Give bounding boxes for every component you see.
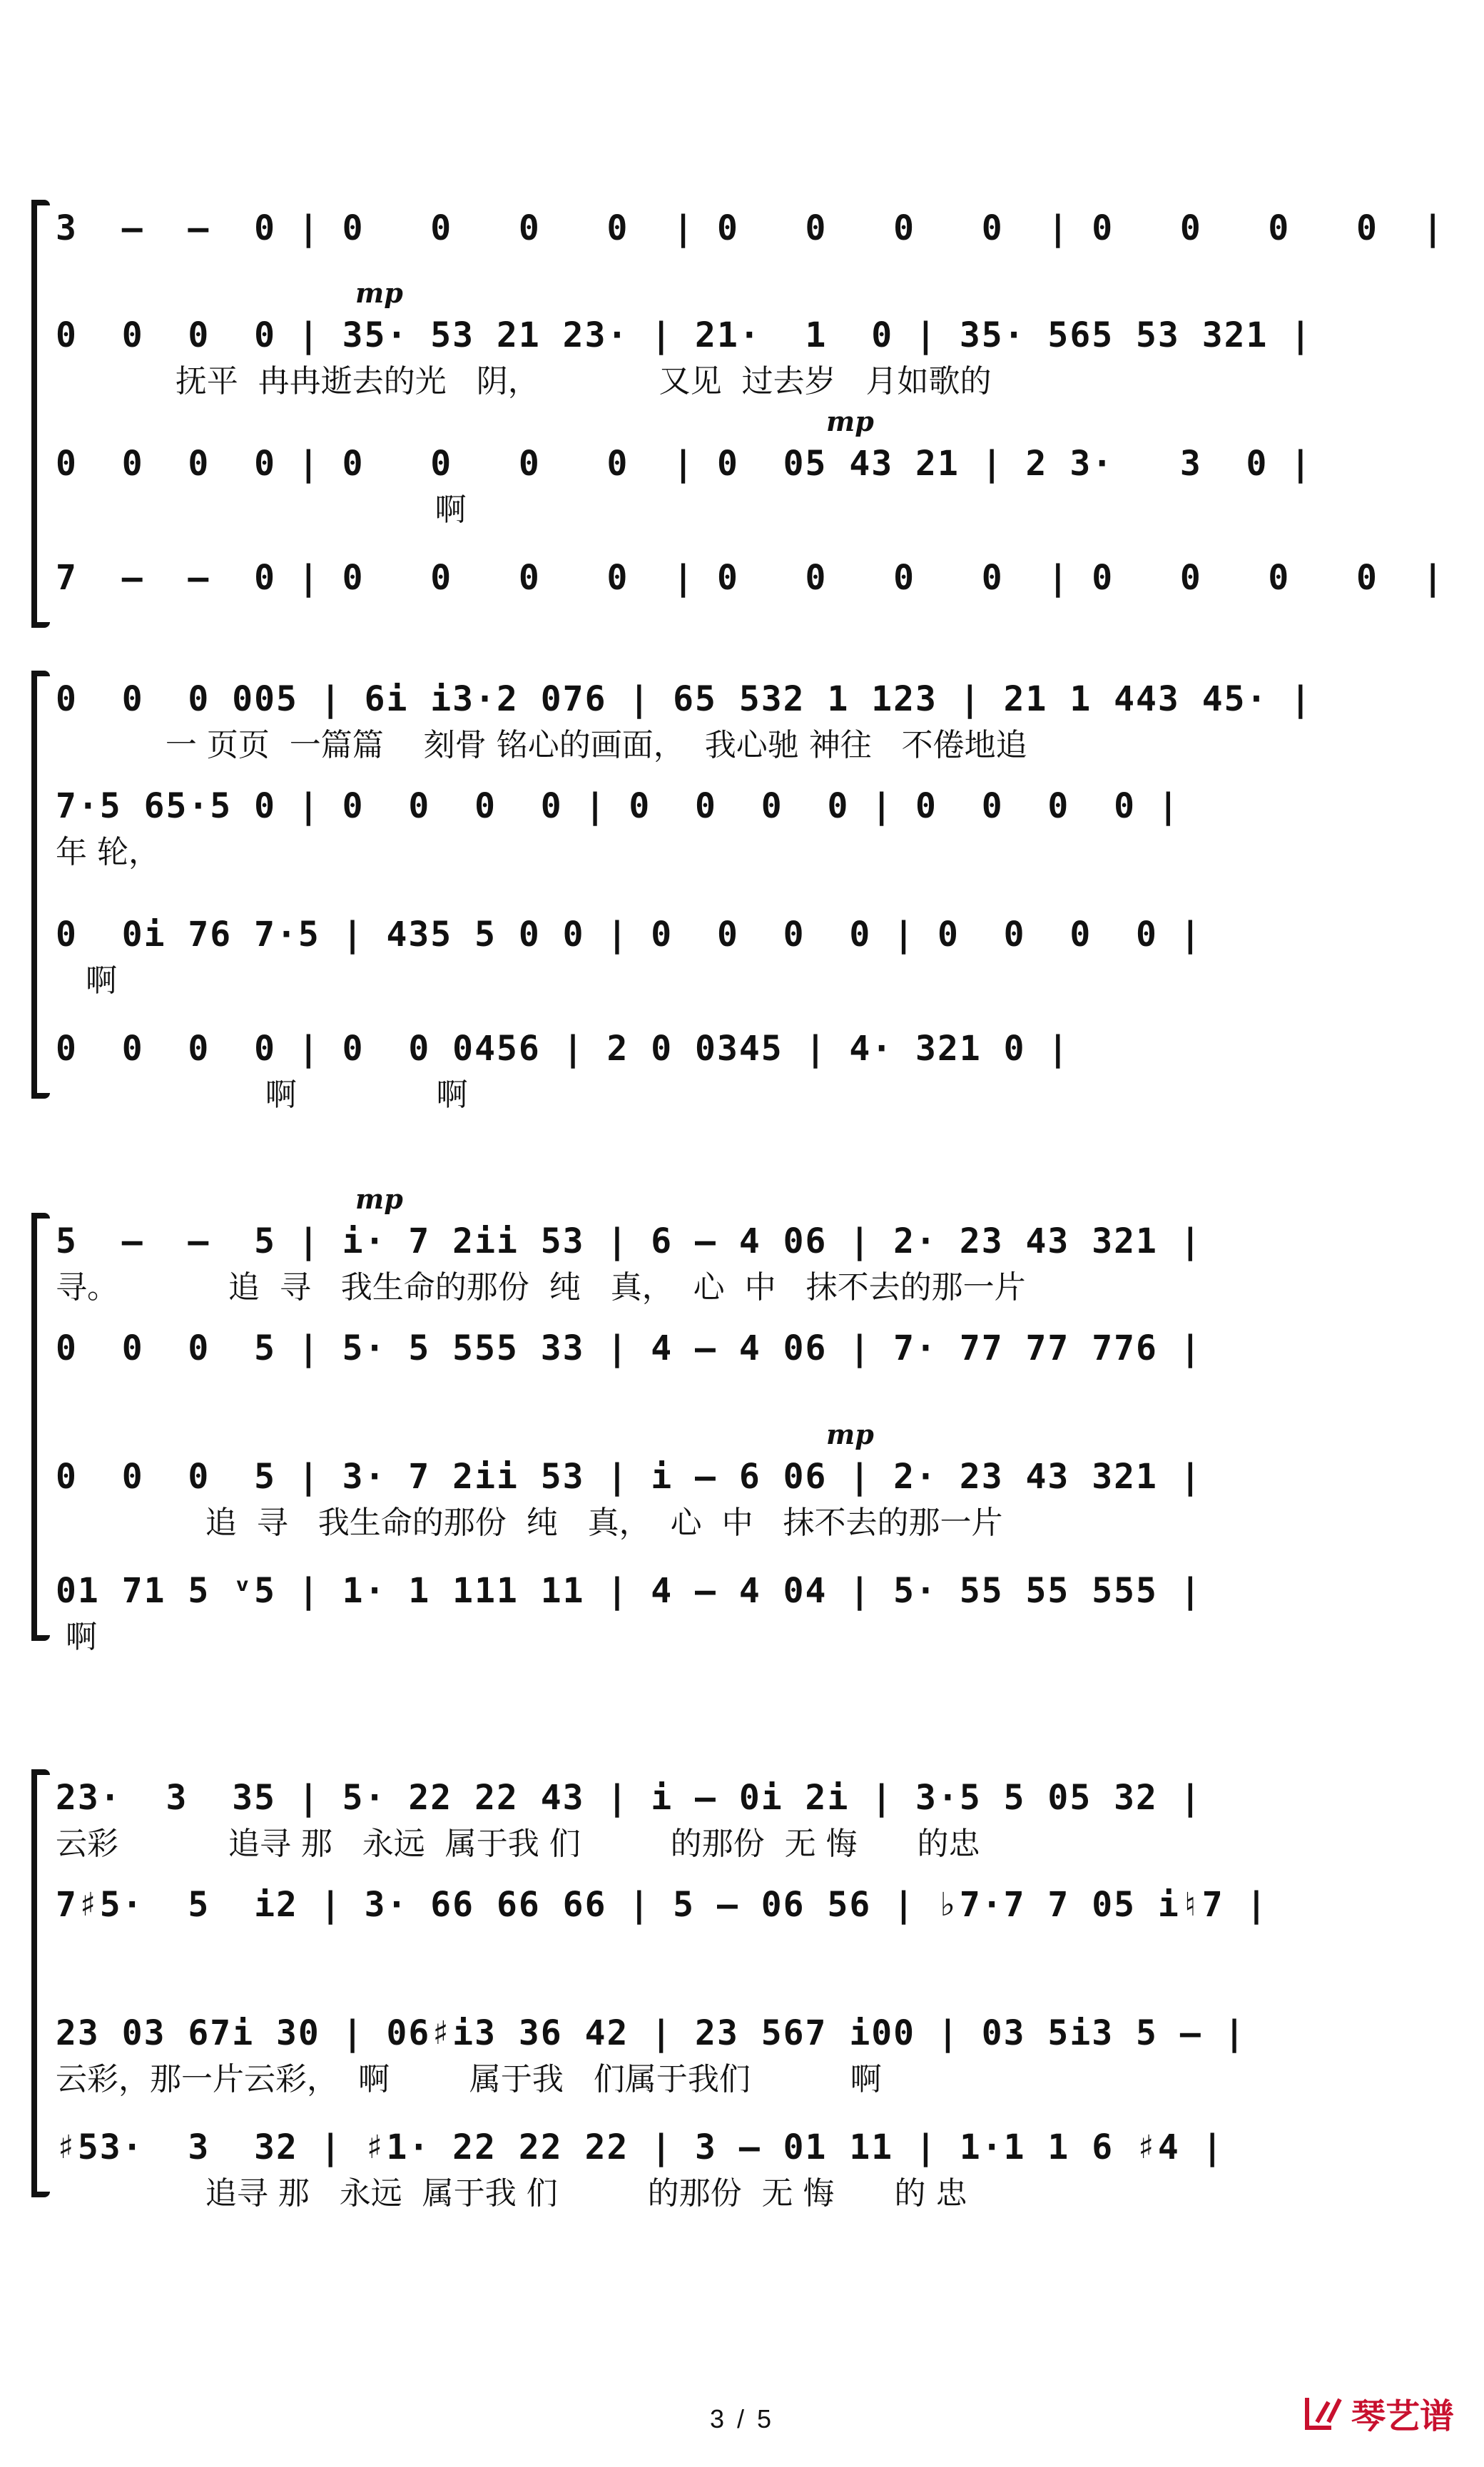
lyric-line: 云彩 追寻 那 永远 属于我 们 的那份 无 悔 的忠	[56, 1826, 980, 1862]
notation-line: 0 0 0 5 | 5· 5 555 33 | 4 – 4 06 | 7· 77 77 776 |	[56, 1328, 1202, 1368]
notation-line: 0 0i 76 7·5 | 435 5 0 0 | 0 0 0 0 | 0 0 0 0 |	[56, 915, 1202, 955]
notation-line: 7·5 65·5 0 | 0 0 0 0 | 0 0 0 0 | 0 0 0 0 |	[56, 786, 1180, 826]
lyric-line: 啊 啊	[56, 1077, 468, 1113]
lyric-line: 年 轮，	[56, 834, 160, 870]
notation-line: 3 – – 0 | 0 0 0 0 | 0 0 0 0 | 0 0 0 0 |	[56, 208, 1445, 248]
page-number	[0, 2404, 1484, 2434]
lyric-line: 云彩，那一片云彩， 啊 属于我 们属于我们 啊	[56, 2061, 882, 2097]
lyric-line: 追寻 那 永远 属于我 们 的那份 无 悔 的 忠	[56, 2175, 967, 2212]
notation-line: 7♯5· 5 i2 | 3· 66 66 66 | 5 – 06 56 | ♭7·7 7 05 i♮7 |	[56, 1885, 1269, 1925]
notation-line: 0 0 0 5 | 3· 7 2ii 53 | i – 6 06 | 2· 23 43 321 |	[56, 1457, 1202, 1497]
lyric-line: 抚平 冉冉逝去的光 阴， 又见 过去岁 月如歌的	[56, 363, 992, 400]
system-bracket	[31, 1769, 37, 2197]
notation-line: 0 0 0 0 | 35· 53 21 23· | 21· 1 0 | 35· 565 53 321 |	[56, 315, 1313, 355]
notation-line: 23· 3 35 | 5· 22 22 43 | i – 0i 2i | 3·5 5 05 32 |	[56, 1778, 1202, 1818]
lyric-line: 啊	[56, 492, 467, 528]
logo-icon	[1303, 2394, 1346, 2433]
notation-line: 0 0 0 0 | 0 0 0 0 | 0 05 43 21 | 2 3· 3 0 |	[56, 444, 1313, 484]
notation-line: 23 03 67i 30 | 06♯i3 36 42 | 23 567 i00 | 03 5i3 5 – |	[56, 2013, 1246, 2053]
dynamic-marking: mp	[355, 1183, 403, 1215]
system-bracket	[31, 200, 37, 628]
lyric-line: 一 页页 一篇篇 刻骨 铭心的画面， 我心驰 神往 不倦地追	[56, 727, 1027, 763]
dynamic-marking: mp	[826, 405, 874, 437]
lyric-line: 寻。 追 寻 我生命的那份 纯 真， 心 中 抹不去的那一片	[56, 1269, 1026, 1306]
page-number-text: 3 / 5	[709, 2404, 775, 2433]
notation-line: 0 0 0 005 | 6i i3·2 076 | 65 532 1 123 | 21 1 443 45· |	[56, 679, 1313, 719]
score-system	[56, 200, 1455, 656]
logo-text: 琴艺谱	[1351, 2398, 1454, 2436]
lyric-line: 啊	[56, 1619, 97, 1655]
score-system	[56, 671, 1455, 1127]
notation-line: 01 71 5 ᵛ5 | 1· 1 111 11 | 4 – 4 04 | 5· 55 55 555 |	[56, 1571, 1202, 1611]
brand-logo	[1303, 2389, 1454, 2438]
notation-line: 7 – – 0 | 0 0 0 0 | 0 0 0 0 | 0 0 0 0 |	[56, 558, 1445, 598]
system-bracket	[31, 671, 37, 1099]
lyric-line: 追 寻 我生命的那份 纯 真， 心 中 抹不去的那一片	[56, 1505, 1003, 1541]
notation-line: 0 0 0 0 | 0 0 0456 | 2 0 0345 | 4· 321 0 |	[56, 1029, 1070, 1069]
score-system	[56, 1183, 1455, 1669]
system-bracket	[31, 1213, 37, 1641]
dynamic-marking: mp	[826, 1418, 874, 1450]
notation-line: ♯53· 3 32 | ♯1· 22 22 22 | 3 – 01 11 | 1·1 1 6 ♯4 |	[56, 2127, 1224, 2167]
notation-line: 5 – – 5 | i· 7 2ii 53 | 6 – 4 06 | 2· 23 43 321 |	[56, 1221, 1202, 1261]
dynamic-marking: mp	[355, 277, 403, 309]
lyric-line: 啊	[56, 962, 117, 999]
score-system	[56, 1769, 1455, 2226]
